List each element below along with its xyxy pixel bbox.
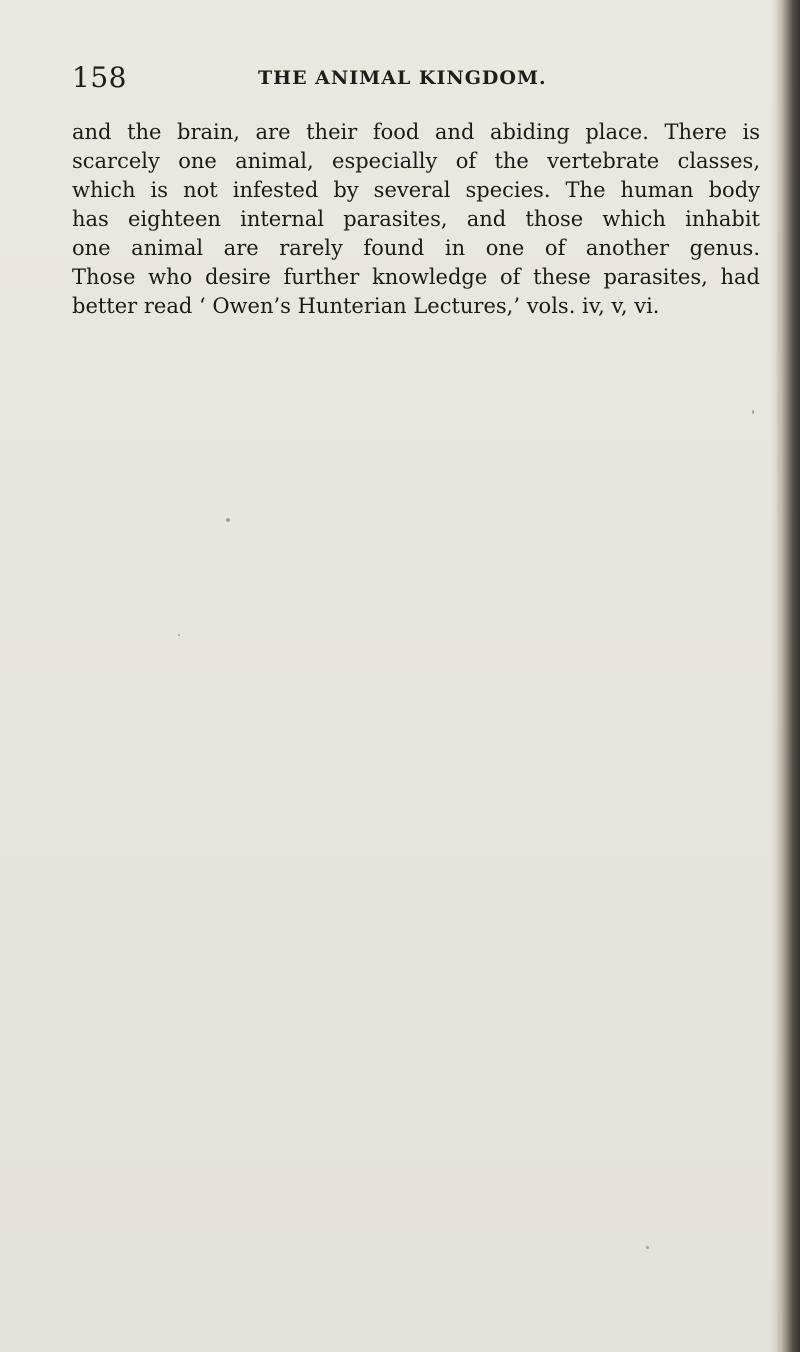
- text-line: scarcely one animal, especially of the vertebrate classes,: [72, 149, 760, 173]
- paper-speck: [178, 634, 180, 636]
- paper-speck: [752, 410, 754, 414]
- paper-speck: [646, 1246, 649, 1249]
- text-line: one animal are rarely found in one of another genus.: [72, 236, 760, 260]
- text-line: has eighteen internal parasites, and those which inhabit: [72, 207, 760, 231]
- running-title: THE ANIMAL KINGDOM.: [258, 67, 547, 89]
- page-edge: [776, 0, 800, 1352]
- running-head: [72, 60, 757, 96]
- text-line: better read ‘ Owen’s Hunterian Lectures,’ vols. iv, v, vi.: [72, 294, 660, 318]
- paper-speck: [226, 518, 230, 522]
- text-line: which is not infested by several species. The human body: [72, 178, 760, 202]
- body-text: [72, 118, 760, 321]
- text-line: and the brain, are their food and abiding place. There is: [72, 120, 760, 144]
- page-number: 158: [72, 61, 127, 94]
- text-line: Those who desire further knowledge of these parasites, had: [72, 265, 760, 289]
